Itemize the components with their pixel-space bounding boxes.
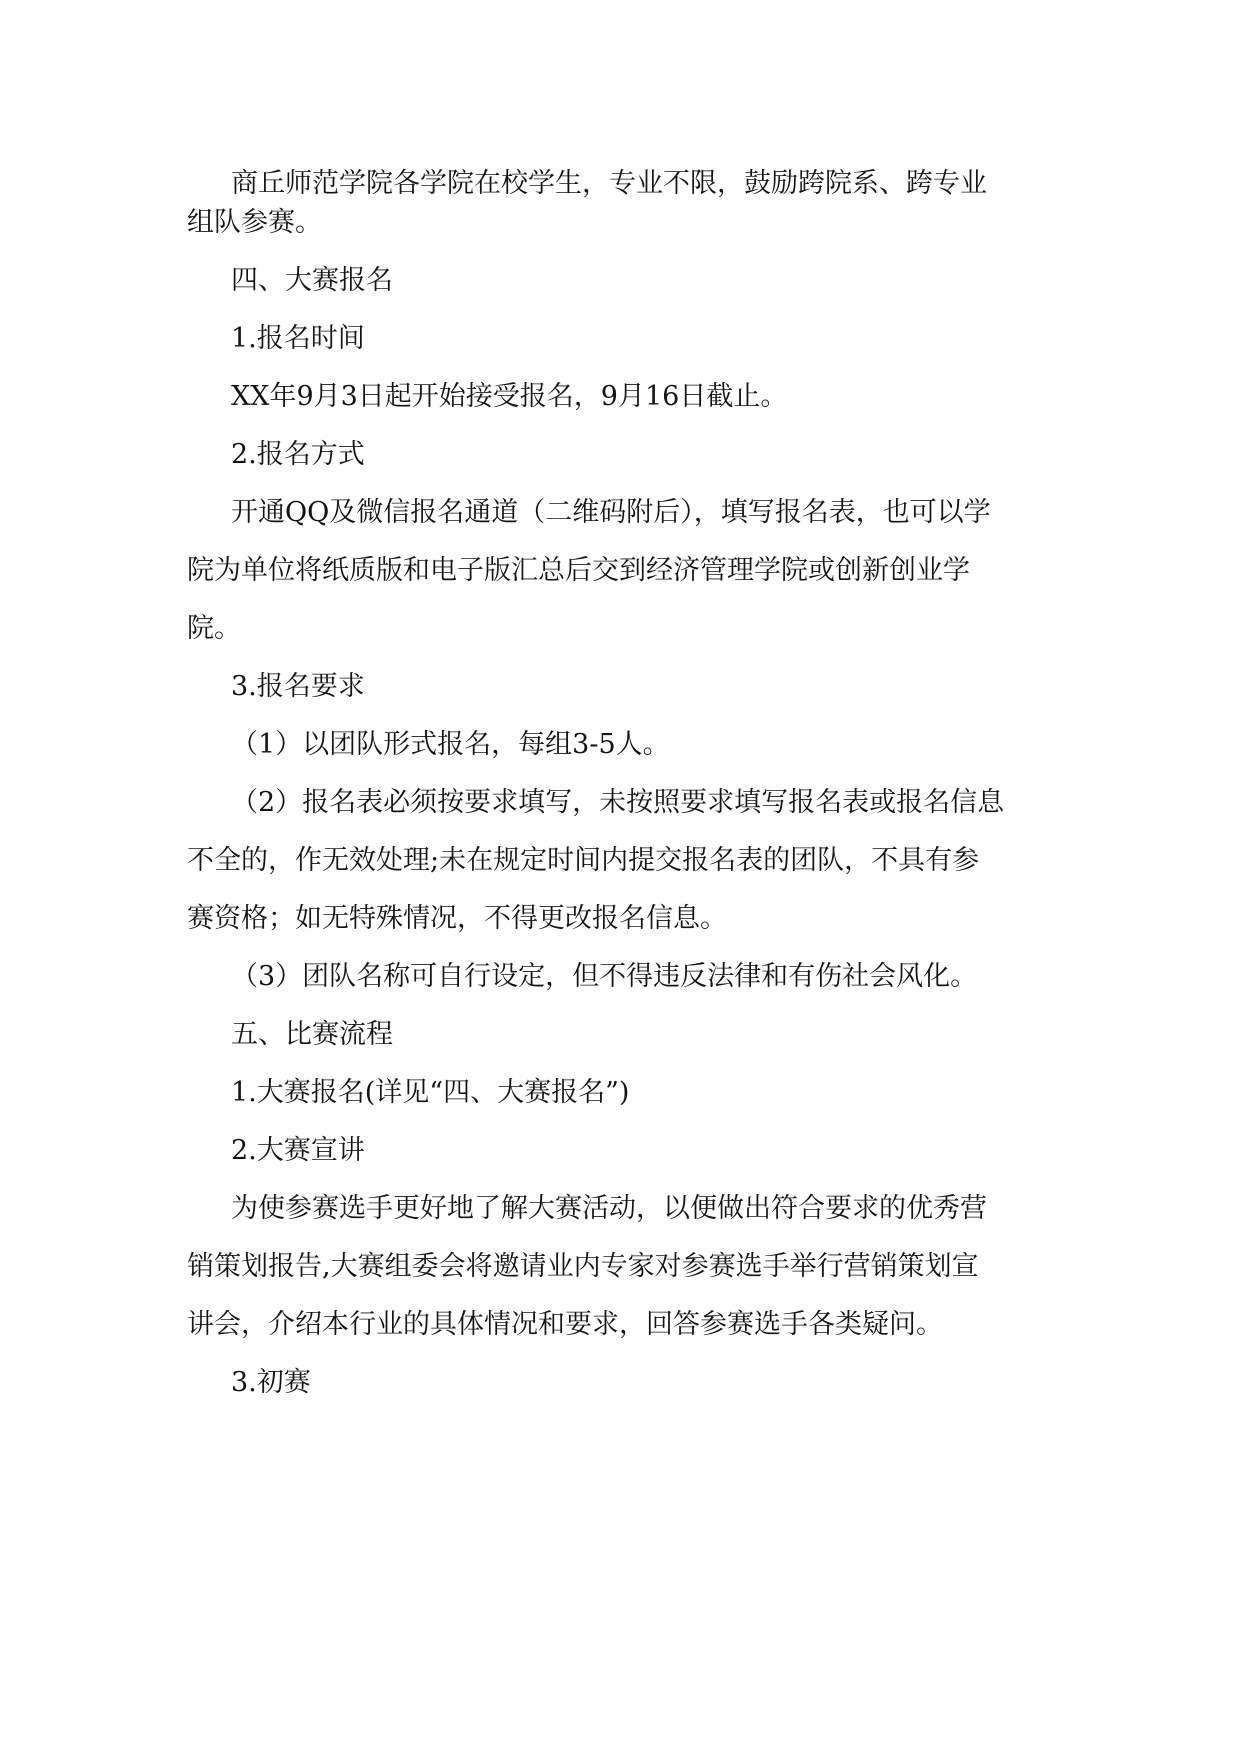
subsection-heading: 2.报名方式 [231,439,365,470]
section-heading: 四、大赛报名 [231,265,393,296]
subsection-heading: 1.大赛报名(详见“四、大赛报名”) [231,1077,630,1108]
subsection-heading: 1.报名时间 [231,323,365,354]
paragraph-line: 院。 [187,613,241,644]
paragraph-line: 赛资格；如无特殊情况，不得更改报名信息。 [187,903,727,934]
subsection-heading: 3.报名要求 [231,671,365,702]
paragraph-line: XX年9月3日起开始接受报名，9月16日截止。 [231,381,788,412]
paragraph-line: 为使参赛选手更好地了解大赛活动，以便做出符合要求的优秀营 [231,1193,987,1224]
paragraph-line: 组队参赛。 [187,207,322,238]
list-item: （1）以团队形式报名，每组3-5人。 [231,729,670,760]
paragraph-line: 商丘师范学院各学院在校学生，专业不限，鼓励跨院系、跨专业 [231,168,987,199]
paragraph-line: 讲会，介绍本行业的具体情况和要求，回答参赛选手各类疑问。 [187,1309,943,1340]
paragraph-line: 不全的，作无效处理;未在规定时间内提交报名表的团队，不具有参 [187,845,980,876]
list-item: （3）团队名称可自行设定，但不得违反法律和有伤社会风化。 [231,961,978,992]
list-item: （2）报名表必须按要求填写，未按照要求填写报名表或报名信息 [231,787,1005,818]
paragraph-line: 销策划报告,大赛组委会将邀请业内专家对参赛选手举行营销策划宣 [187,1251,979,1282]
subsection-heading: 3.初赛 [231,1367,311,1398]
paragraph-line: 开通QQ及微信报名通道（二维码附后），填写报名表，也可以学 [231,497,991,528]
section-heading: 五、比赛流程 [231,1019,393,1050]
subsection-heading: 2.大赛宣讲 [231,1135,365,1166]
paragraph-line: 院为单位将纸质版和电子版汇总后交到经济管理学院或创新创业学 [187,555,970,586]
